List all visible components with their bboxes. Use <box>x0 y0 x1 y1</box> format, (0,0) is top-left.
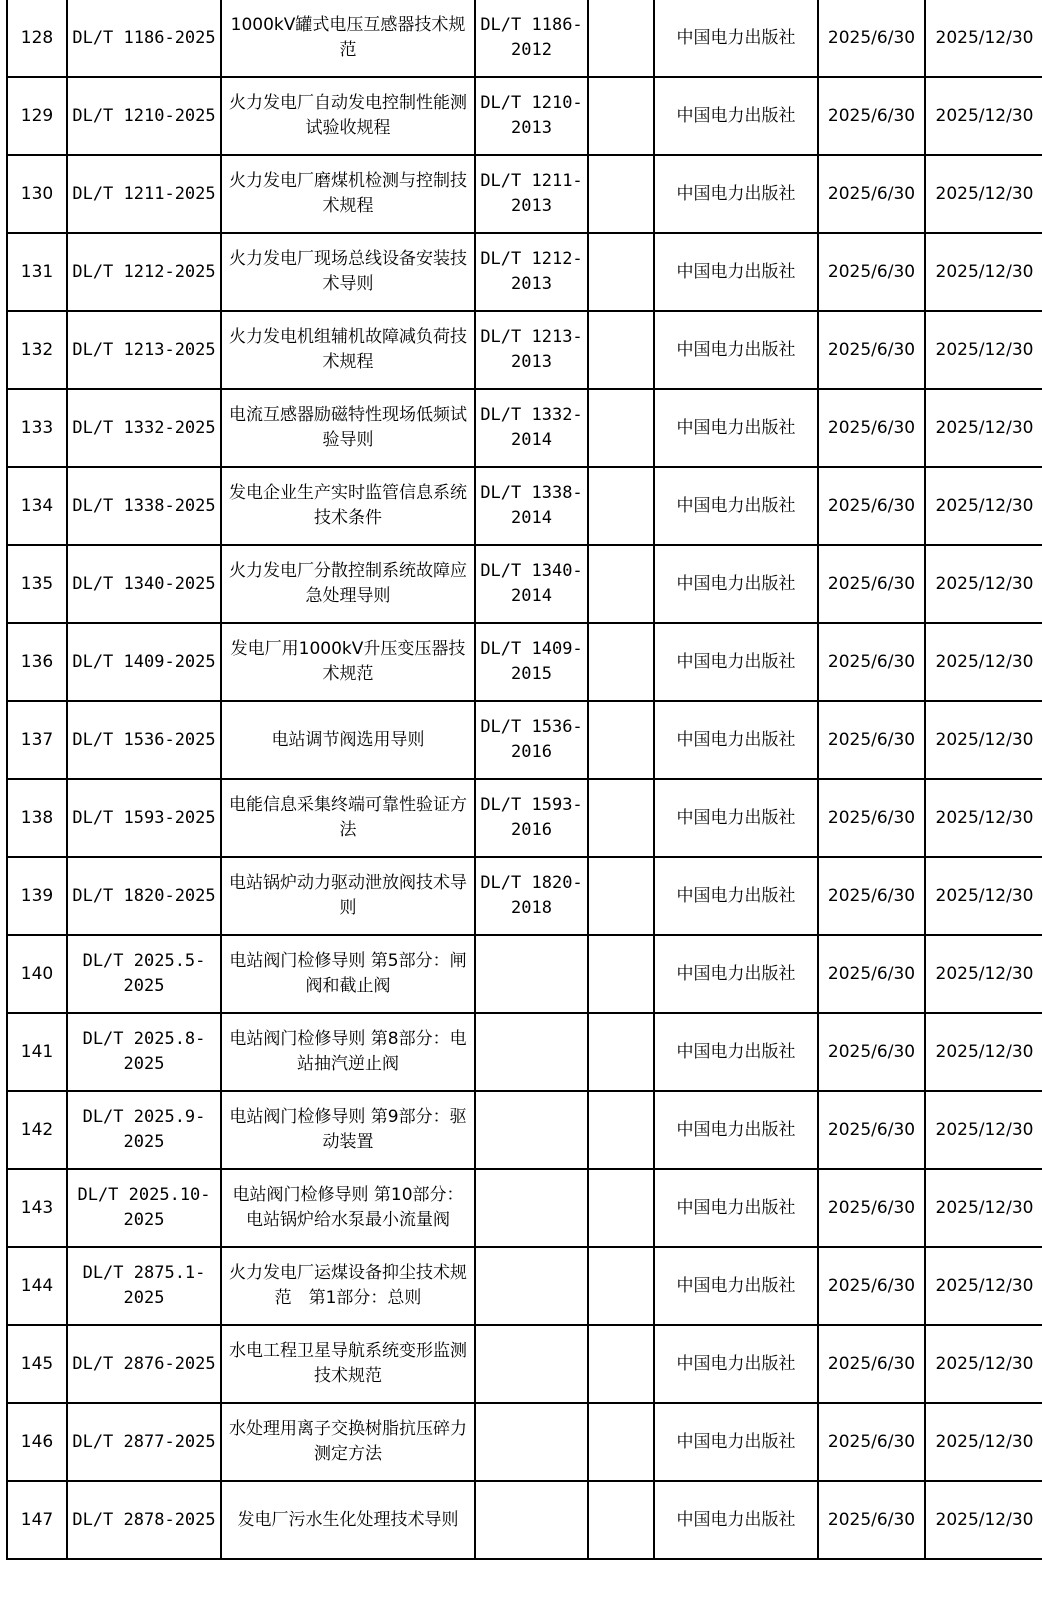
standard-name: 电站阀门检修导则 第8部分：电站抽汽逆止阀 <box>221 1013 475 1091</box>
empty-cell <box>588 545 654 623</box>
row-number: 144 <box>7 1247 67 1325</box>
empty-cell <box>588 155 654 233</box>
standard-name: 火力发电厂分散控制系统故障应急处理导则 <box>221 545 475 623</box>
standard-code: DL/T 2875.1-2025 <box>67 1247 221 1325</box>
empty-cell <box>588 389 654 467</box>
table-row <box>7 77 1042 155</box>
table-row <box>7 1481 1042 1559</box>
row-number: 135 <box>7 545 67 623</box>
table-row <box>7 1169 1042 1247</box>
effective-date: 2025/12/30 <box>925 701 1042 779</box>
effective-date: 2025/12/30 <box>925 1091 1042 1169</box>
replaced-standard: DL/T 1536-2016 <box>475 701 588 779</box>
publisher: 中国电力出版社 <box>654 155 818 233</box>
release-date: 2025/6/30 <box>818 857 925 935</box>
effective-date: 2025/12/30 <box>925 1247 1042 1325</box>
standard-code: DL/T 1213-2025 <box>67 311 221 389</box>
table-row <box>7 935 1042 1013</box>
standard-code: DL/T 1820-2025 <box>67 857 221 935</box>
release-date: 2025/6/30 <box>818 77 925 155</box>
standard-name: 1000kV罐式电压互感器技术规范 <box>221 0 475 77</box>
standard-code: DL/T 2025.8-2025 <box>67 1013 221 1091</box>
release-date: 2025/6/30 <box>818 779 925 857</box>
publisher: 中国电力出版社 <box>654 779 818 857</box>
effective-date: 2025/12/30 <box>925 155 1042 233</box>
empty-cell <box>588 623 654 701</box>
publisher: 中国电力出版社 <box>654 701 818 779</box>
empty-cell <box>588 701 654 779</box>
empty-cell <box>588 311 654 389</box>
publisher: 中国电力出版社 <box>654 233 818 311</box>
empty-cell <box>588 1013 654 1091</box>
standard-name: 电站阀门检修导则 第9部分：驱动装置 <box>221 1091 475 1169</box>
effective-date: 2025/12/30 <box>925 857 1042 935</box>
publisher: 中国电力出版社 <box>654 1169 818 1247</box>
standard-name: 水处理用离子交换树脂抗压碎力测定方法 <box>221 1403 475 1481</box>
replaced-standard: DL/T 1820-2018 <box>475 857 588 935</box>
standard-name: 火力发电厂现场总线设备安装技术导则 <box>221 233 475 311</box>
table-row <box>7 389 1042 467</box>
replaced-standard <box>475 1403 588 1481</box>
standard-code: DL/T 1212-2025 <box>67 233 221 311</box>
standard-name: 电站阀门检修导则 第10部分：电站锅炉给水泵最小流量阀 <box>221 1169 475 1247</box>
table-row <box>7 545 1042 623</box>
publisher: 中国电力出版社 <box>654 1091 818 1169</box>
effective-date: 2025/12/30 <box>925 1403 1042 1481</box>
row-number: 146 <box>7 1403 67 1481</box>
release-date: 2025/6/30 <box>818 701 925 779</box>
publisher: 中国电力出版社 <box>654 77 818 155</box>
effective-date: 2025/12/30 <box>925 233 1042 311</box>
standard-code: DL/T 2877-2025 <box>67 1403 221 1481</box>
standard-name: 电流互感器励磁特性现场低频试验导则 <box>221 389 475 467</box>
replaced-standard: DL/T 1186-2012 <box>475 0 588 77</box>
standard-code: DL/T 2025.10-2025 <box>67 1169 221 1247</box>
standards-table <box>6 0 1042 1560</box>
replaced-standard: DL/T 1211-2013 <box>475 155 588 233</box>
publisher: 中国电力出版社 <box>654 1013 818 1091</box>
empty-cell <box>588 1169 654 1247</box>
standard-code: DL/T 1593-2025 <box>67 779 221 857</box>
publisher: 中国电力出版社 <box>654 1481 818 1559</box>
table-row <box>7 857 1042 935</box>
row-number: 147 <box>7 1481 67 1559</box>
publisher: 中国电力出版社 <box>654 857 818 935</box>
standard-name: 电站调节阀选用导则 <box>221 701 475 779</box>
replaced-standard: DL/T 1213-2013 <box>475 311 588 389</box>
replaced-standard: DL/T 1338-2014 <box>475 467 588 545</box>
empty-cell <box>588 1091 654 1169</box>
standard-code: DL/T 1332-2025 <box>67 389 221 467</box>
standard-name: 火力发电机组辅机故障减负荷技术规程 <box>221 311 475 389</box>
release-date: 2025/6/30 <box>818 155 925 233</box>
release-date: 2025/6/30 <box>818 233 925 311</box>
effective-date: 2025/12/30 <box>925 77 1042 155</box>
table-row <box>7 233 1042 311</box>
standard-name: 电能信息采集终端可靠性验证方法 <box>221 779 475 857</box>
table-row <box>7 623 1042 701</box>
table-row <box>7 0 1042 77</box>
release-date: 2025/6/30 <box>818 1013 925 1091</box>
table-row <box>7 701 1042 779</box>
empty-cell <box>588 1247 654 1325</box>
row-number: 128 <box>7 0 67 77</box>
table-row <box>7 467 1042 545</box>
table-row <box>7 1013 1042 1091</box>
replaced-standard: DL/T 1212-2013 <box>475 233 588 311</box>
row-number: 133 <box>7 389 67 467</box>
empty-cell <box>588 233 654 311</box>
publisher: 中国电力出版社 <box>654 0 818 77</box>
publisher: 中国电力出版社 <box>654 1403 818 1481</box>
row-number: 142 <box>7 1091 67 1169</box>
standard-code: DL/T 1211-2025 <box>67 155 221 233</box>
replaced-standard <box>475 1091 588 1169</box>
effective-date: 2025/12/30 <box>925 389 1042 467</box>
empty-cell <box>588 1403 654 1481</box>
replaced-standard: DL/T 1332-2014 <box>475 389 588 467</box>
standards-table-body <box>7 0 1042 1559</box>
publisher: 中国电力出版社 <box>654 545 818 623</box>
standard-code: DL/T 1536-2025 <box>67 701 221 779</box>
replaced-standard <box>475 1325 588 1403</box>
release-date: 2025/6/30 <box>818 467 925 545</box>
release-date: 2025/6/30 <box>818 0 925 77</box>
publisher: 中国电力出版社 <box>654 1325 818 1403</box>
effective-date: 2025/12/30 <box>925 545 1042 623</box>
replaced-standard <box>475 935 588 1013</box>
effective-date: 2025/12/30 <box>925 779 1042 857</box>
standard-name: 火力发电厂自动发电控制性能测试验收规程 <box>221 77 475 155</box>
standard-code: DL/T 2876-2025 <box>67 1325 221 1403</box>
row-number: 129 <box>7 77 67 155</box>
table-row <box>7 1325 1042 1403</box>
standard-name: 火力发电厂运煤设备抑尘技术规范 第1部分：总则 <box>221 1247 475 1325</box>
effective-date: 2025/12/30 <box>925 311 1042 389</box>
table-row <box>7 311 1042 389</box>
row-number: 141 <box>7 1013 67 1091</box>
release-date: 2025/6/30 <box>818 311 925 389</box>
release-date: 2025/6/30 <box>818 545 925 623</box>
release-date: 2025/6/30 <box>818 935 925 1013</box>
standard-name: 电站锅炉动力驱动泄放阀技术导则 <box>221 857 475 935</box>
standard-name: 火力发电厂磨煤机检测与控制技术规程 <box>221 155 475 233</box>
effective-date: 2025/12/30 <box>925 1169 1042 1247</box>
effective-date: 2025/12/30 <box>925 467 1042 545</box>
standard-code: DL/T 1338-2025 <box>67 467 221 545</box>
publisher: 中国电力出版社 <box>654 1247 818 1325</box>
replaced-standard: DL/T 1593-2016 <box>475 779 588 857</box>
release-date: 2025/6/30 <box>818 1325 925 1403</box>
empty-cell <box>588 77 654 155</box>
standard-name: 发电厂用1000kV升压变压器技术规范 <box>221 623 475 701</box>
row-number: 134 <box>7 467 67 545</box>
standard-name: 发电厂污水生化处理技术导则 <box>221 1481 475 1559</box>
table-row <box>7 155 1042 233</box>
replaced-standard <box>475 1169 588 1247</box>
release-date: 2025/6/30 <box>818 1169 925 1247</box>
standard-name: 水电工程卫星导航系统变形监测技术规范 <box>221 1325 475 1403</box>
row-number: 138 <box>7 779 67 857</box>
empty-cell <box>588 857 654 935</box>
replaced-standard: DL/T 1340-2014 <box>475 545 588 623</box>
empty-cell <box>588 779 654 857</box>
release-date: 2025/6/30 <box>818 623 925 701</box>
publisher: 中国电力出版社 <box>654 311 818 389</box>
row-number: 137 <box>7 701 67 779</box>
effective-date: 2025/12/30 <box>925 0 1042 77</box>
publisher: 中国电力出版社 <box>654 467 818 545</box>
replaced-standard <box>475 1481 588 1559</box>
row-number: 132 <box>7 311 67 389</box>
standard-code: DL/T 1210-2025 <box>67 77 221 155</box>
replaced-standard: DL/T 1409-2015 <box>475 623 588 701</box>
empty-cell <box>588 467 654 545</box>
standard-code: DL/T 1186-2025 <box>67 0 221 77</box>
row-number: 140 <box>7 935 67 1013</box>
empty-cell <box>588 1325 654 1403</box>
effective-date: 2025/12/30 <box>925 935 1042 1013</box>
table-row <box>7 1247 1042 1325</box>
row-number: 130 <box>7 155 67 233</box>
table-row <box>7 1091 1042 1169</box>
table-row <box>7 1403 1042 1481</box>
empty-cell <box>588 935 654 1013</box>
empty-cell <box>588 0 654 77</box>
row-number: 139 <box>7 857 67 935</box>
standard-code: DL/T 2025.5-2025 <box>67 935 221 1013</box>
release-date: 2025/6/30 <box>818 1247 925 1325</box>
standard-code: DL/T 1340-2025 <box>67 545 221 623</box>
effective-date: 2025/12/30 <box>925 1481 1042 1559</box>
row-number: 145 <box>7 1325 67 1403</box>
row-number: 136 <box>7 623 67 701</box>
standard-code: DL/T 2025.9-2025 <box>67 1091 221 1169</box>
effective-date: 2025/12/30 <box>925 1013 1042 1091</box>
empty-cell <box>588 1481 654 1559</box>
release-date: 2025/6/30 <box>818 389 925 467</box>
standard-name: 电站阀门检修导则 第5部分：闸阀和截止阀 <box>221 935 475 1013</box>
standard-code: DL/T 2878-2025 <box>67 1481 221 1559</box>
release-date: 2025/6/30 <box>818 1403 925 1481</box>
release-date: 2025/6/30 <box>818 1091 925 1169</box>
standard-name: 发电企业生产实时监管信息系统技术条件 <box>221 467 475 545</box>
replaced-standard <box>475 1013 588 1091</box>
effective-date: 2025/12/30 <box>925 623 1042 701</box>
replaced-standard <box>475 1247 588 1325</box>
effective-date: 2025/12/30 <box>925 1325 1042 1403</box>
table-row <box>7 779 1042 857</box>
replaced-standard: DL/T 1210-2013 <box>475 77 588 155</box>
row-number: 143 <box>7 1169 67 1247</box>
row-number: 131 <box>7 233 67 311</box>
standard-code: DL/T 1409-2025 <box>67 623 221 701</box>
publisher: 中国电力出版社 <box>654 623 818 701</box>
release-date: 2025/6/30 <box>818 1481 925 1559</box>
publisher: 中国电力出版社 <box>654 389 818 467</box>
publisher: 中国电力出版社 <box>654 935 818 1013</box>
